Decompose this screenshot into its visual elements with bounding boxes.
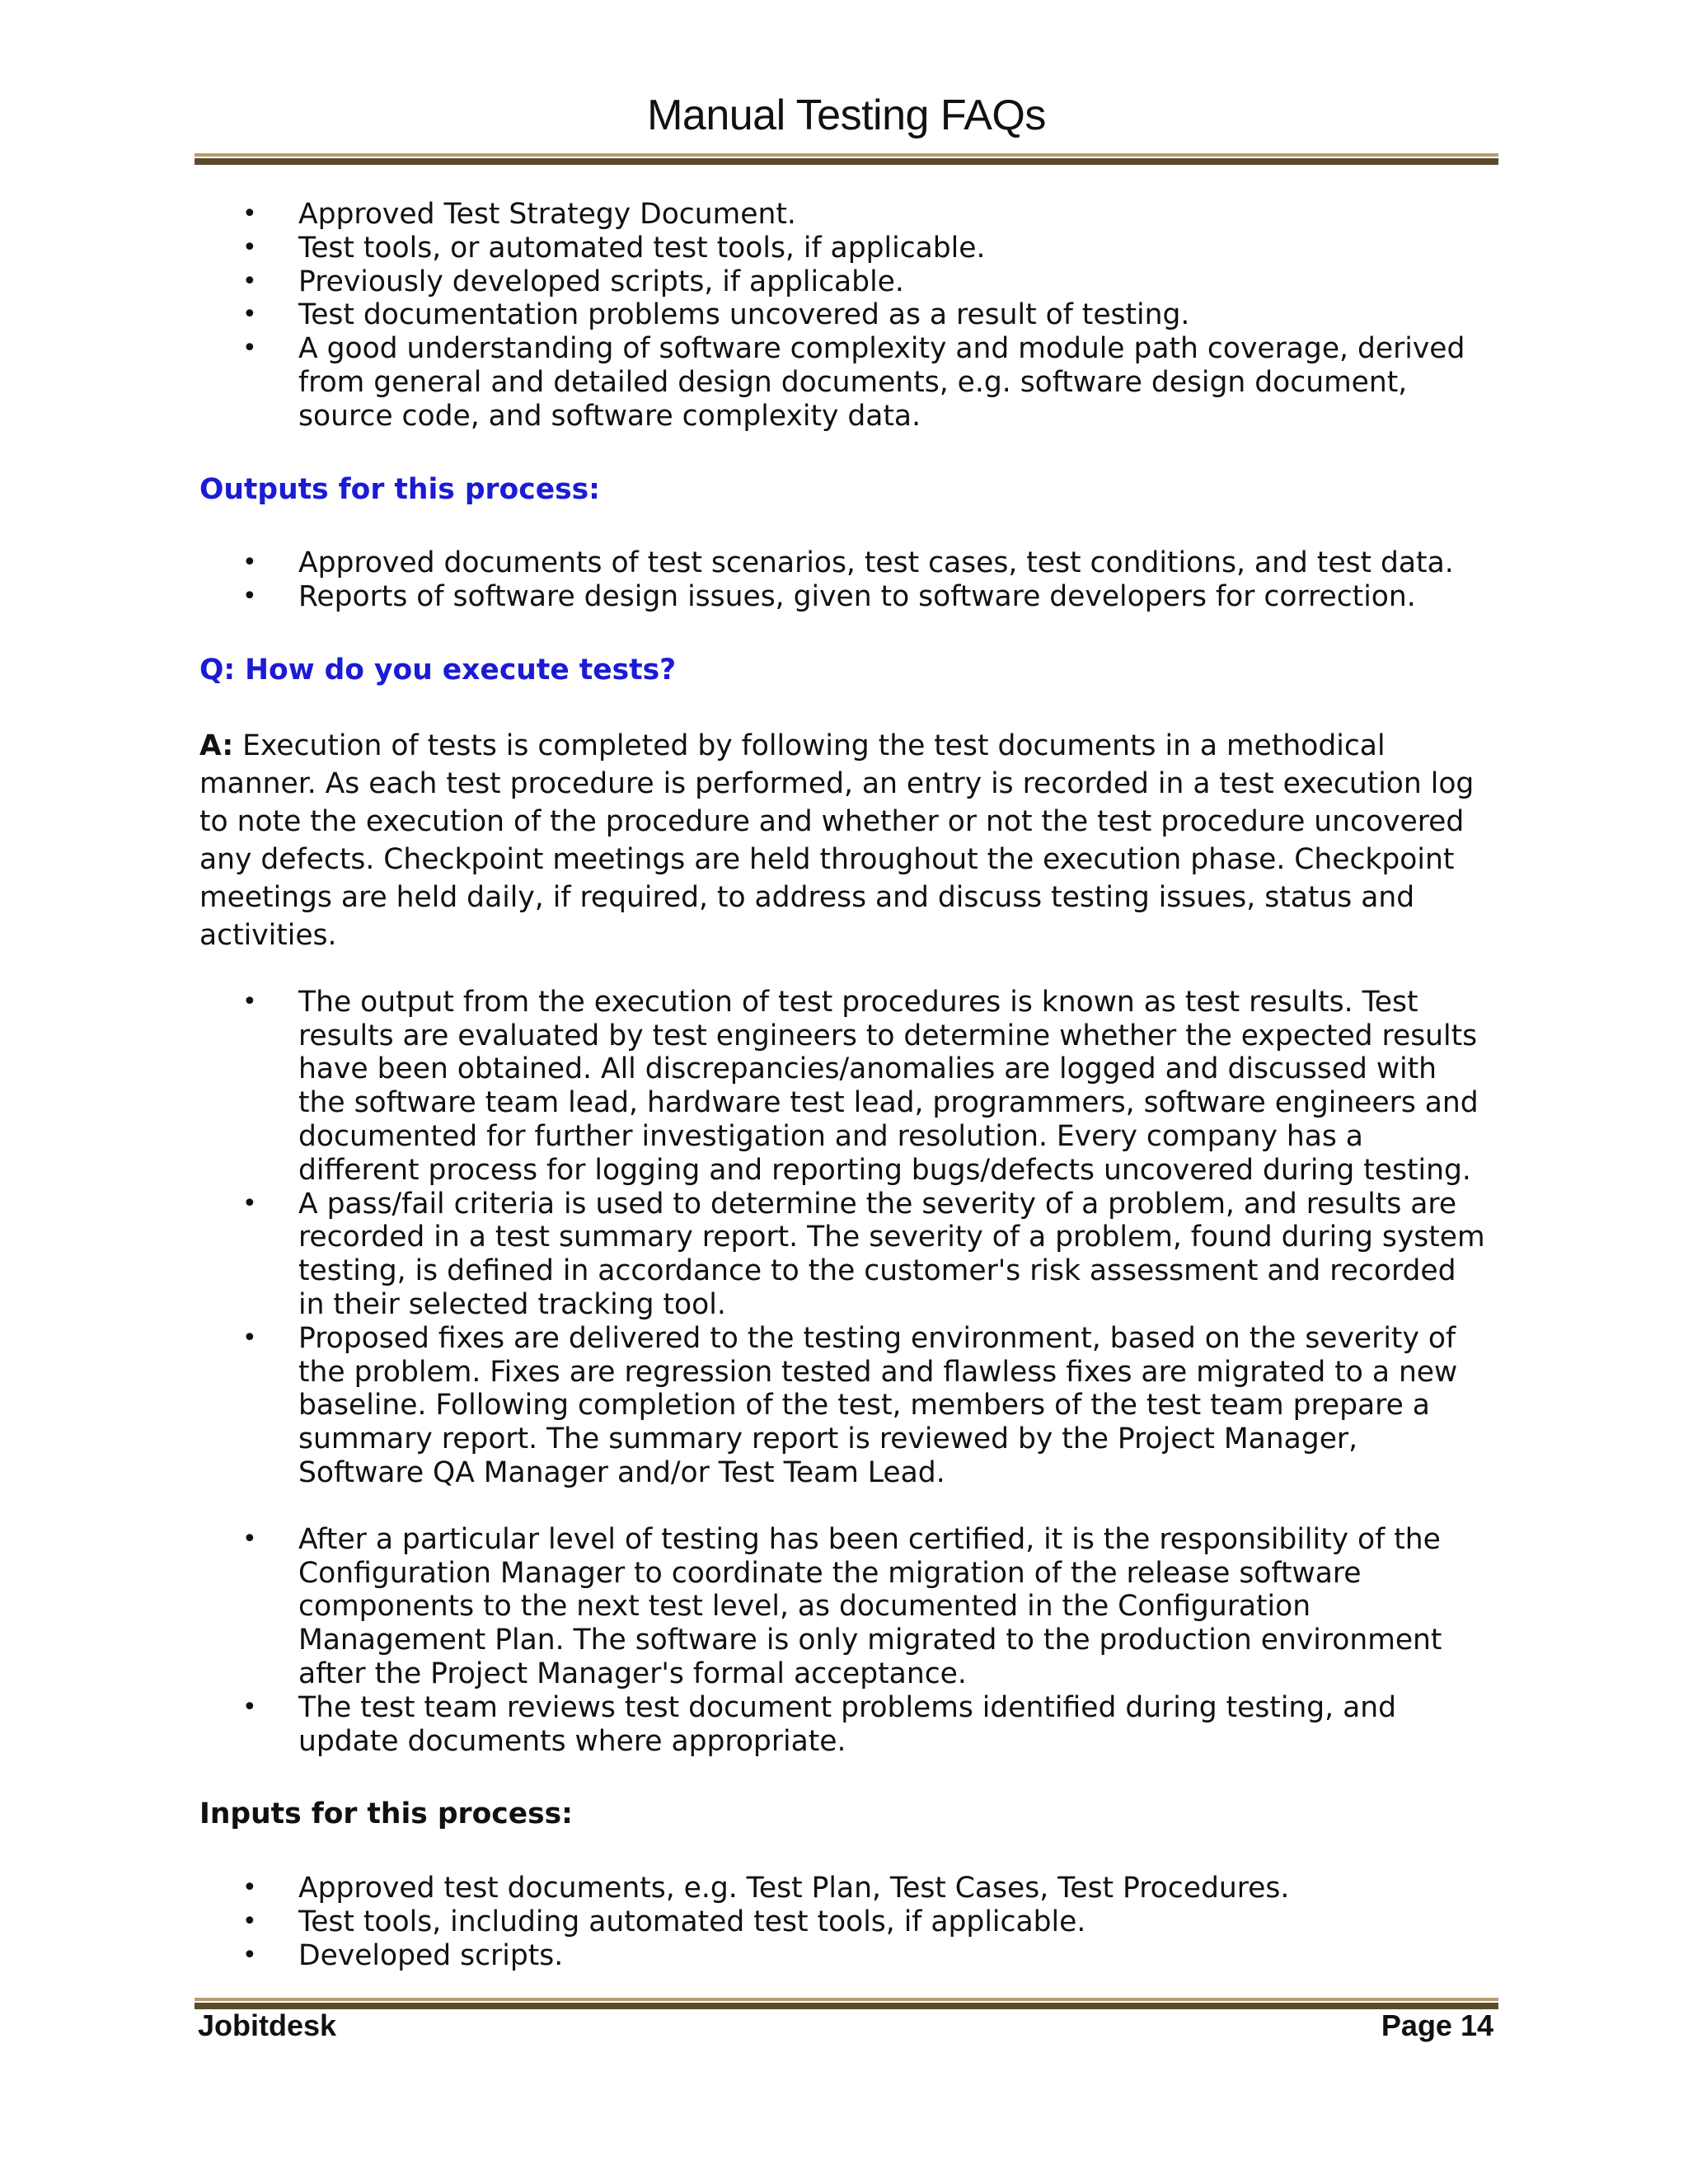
- bullet-list-execution: [199, 986, 1490, 1490]
- list-item: • Test tools, including automated test tools, if applicable.: [199, 1905, 1490, 1939]
- footer-divider: [195, 1998, 1498, 2009]
- bullet-list-inputs: [199, 1872, 1490, 1972]
- answer-label: A:: [199, 729, 234, 762]
- list-item: • Test documentation problems uncovered as a result of testing.: [199, 298, 1490, 332]
- list-item: • Reports of software design issues, given to software developers for correction.: [199, 580, 1490, 614]
- list-item: • A pass/fail criteria is used to determine the severity of a problem, and results are recorded in a test summary report. The severity of a problem, found during system testing, is defined in accordance to the customer's risk assessment and recorded in their selected tracking tool.: [199, 1188, 1490, 1322]
- bullet-list-migration: [199, 1523, 1490, 1759]
- inputs-heading: Inputs for this process:: [199, 1797, 573, 1831]
- list-item: • Test tools, or automated test tools, if applicable.: [199, 232, 1490, 265]
- bullet-list-inputs-previous: [199, 198, 1490, 434]
- header-divider: [195, 153, 1498, 165]
- bullet-list-outputs: [199, 546, 1490, 614]
- footer-page-number: Page 14: [1381, 2008, 1493, 2042]
- footer-site-name: Jobitdesk: [198, 2008, 337, 2042]
- outputs-heading: Outputs for this process:: [199, 472, 600, 506]
- answer-text: Execution of tests is completed by following the test documents in a methodical manner. As each test procedure is performed, an entry is recorded in a test execution log to note the execution of the procedure and whether or not the test procedure uncovered any defects. Checkpoint meetings are held throughout the execution phase. Checkpoint meetings are held daily, if required, to address and discuss testing issues, status and activities.: [199, 729, 1475, 952]
- answer-paragraph: [199, 727, 1490, 954]
- question-heading: Q: How do you execute tests?: [199, 653, 677, 687]
- list-item: • After a particular level of testing has been certified, it is the responsibility of the Configuration Manager to coordinate the migration of the release software components to the next test level, as documented in the Configuration Management Plan. The software is only migrated to the production environment after the Project Manager's formal acceptance.: [199, 1523, 1490, 1691]
- list-item: • The output from the execution of test procedures is known as test results. Test results are evaluated by test engineers to determine whether the expected results have been obtained. All discrepancies/anomalies are logged and discussed with the software team lead, hardware test lead, programmers, software engineers and documented for further investigation and resolution. Every company has a different process for logging and reporting bugs/defects uncovered during testing.: [199, 986, 1490, 1188]
- list-item: • Approved test documents, e.g. Test Plan, Test Cases, Test Procedures.: [199, 1872, 1490, 1905]
- list-item: • Approved documents of test scenarios, test cases, test conditions, and test data.: [199, 546, 1490, 580]
- page-title: Manual Testing FAQs: [647, 91, 1046, 139]
- page-content: [199, 198, 1490, 1972]
- list-item: • Proposed fixes are delivered to the testing environment, based on the severity of the problem. Fixes are regression tested and flawless fixes are migrated to a new baseline. Following completion of the test, members of the test team prepare a summary report. The summary report is reviewed by the Project Manager, Software QA Manager and/or Test Team Lead.: [199, 1322, 1490, 1490]
- list-item: • The test team reviews test document problems identified during testing, and update documents where appropriate.: [199, 1691, 1490, 1759]
- list-item: • Developed scripts.: [199, 1939, 1490, 1973]
- list-item: • Previously developed scripts, if applicable.: [199, 265, 1490, 299]
- list-item: • A good understanding of software complexity and module path coverage, derived from general and detailed design documents, e.g. software design document, source code, and software complexity data.: [199, 332, 1490, 433]
- list-item: • Approved Test Strategy Document.: [199, 198, 1490, 232]
